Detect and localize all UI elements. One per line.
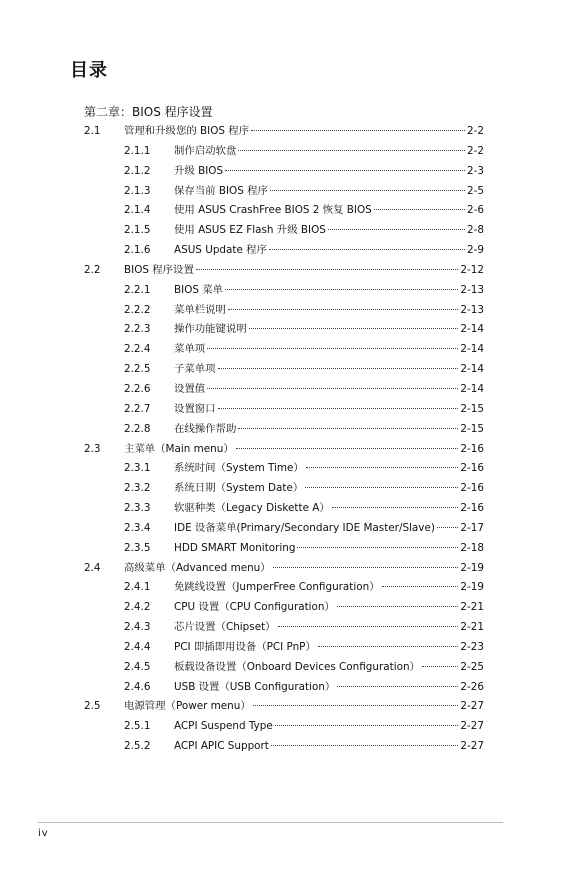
dot-leader [207,388,458,389]
toc-subsection-row[interactable] [0,380,579,400]
toc-entry [174,340,484,360]
toc-entry-title: IDE 设备菜单(Primary/Secondary IDE Master/Slave) [174,521,435,534]
toc-subsection-row[interactable] [0,320,579,340]
toc-entry-number: 2.2.8 [124,422,151,435]
toc-subsection-row[interactable] [0,420,579,440]
toc-entry-title: CPU 设置（CPU Configuration） [174,601,335,614]
toc-entry [174,400,484,420]
toc-entry-title: ACPI Suspend Type [174,720,273,733]
toc-subsection-row[interactable] [0,221,579,241]
toc-entry-number: 2.5.1 [124,720,151,733]
toc-entry-title: ACPI APIC Support [174,740,269,753]
toc-subsection-row[interactable] [0,539,579,559]
toc-entry [174,162,484,182]
toc-entry-title: BIOS 菜单 [174,283,224,296]
dot-leader [337,606,459,607]
toc-entry-number: 2.2.3 [124,323,151,336]
toc-entry-title: 使用 ASUS CrashFree BIOS 2 恢复 BIOS [174,204,372,217]
toc-entry [174,420,484,440]
dot-leader [218,408,459,409]
toc-entry-page: 2-16 [460,502,484,515]
toc-entry-number: 2.2.5 [124,363,151,376]
dot-leader [253,705,459,706]
dot-leader [225,170,465,171]
toc-entry-page: 2-12 [460,263,484,276]
toc-subsection-row[interactable] [0,479,579,499]
toc-entry-page: 2-2 [467,125,484,137]
toc-entry-page: 2-15 [460,422,484,435]
toc-subsection-row[interactable] [0,519,579,539]
toc-entry-title: 免跳线设置（JumperFree Configuration） [174,581,380,594]
toc-entry [174,678,484,698]
dot-leader [238,428,458,429]
toc-subsection-row[interactable] [0,360,579,380]
toc-entry-number: 2.4.3 [124,621,151,634]
dot-leader [305,487,458,488]
toc-entry-page: 2-13 [460,303,484,316]
toc-entry-page: 2-15 [460,402,484,415]
toc-entry-title: 系统时间（System Time） [174,462,304,475]
toc-entry-page: 2-14 [460,343,484,356]
toc-entry [174,598,484,618]
toc-subsection-row[interactable] [0,400,579,420]
toc-entry-title: 制作启动软盘 [174,144,237,157]
toc-entry [174,578,484,598]
toc-entry [174,479,484,499]
toc-entry-number: 2.3.1 [124,462,151,475]
toc-entry-title: 菜单项 [174,343,206,356]
dot-leader [269,249,465,250]
toc-entry-number: 2.2.2 [124,303,151,316]
dot-leader [278,626,459,627]
toc-entry [124,559,484,579]
toc-entry-number: 2.4.2 [124,601,151,614]
toc-entry-title: 电源管理（Power menu） [124,700,251,713]
toc-subsection-row[interactable] [0,638,579,658]
dot-leader [270,190,465,191]
toc-entry [174,658,484,678]
toc-entry [174,717,484,737]
toc-entry-number: 2.1.3 [124,184,151,197]
toc-subsection-row[interactable] [0,459,579,479]
toc-subsection-row[interactable] [0,578,579,598]
toc-entry-number: 2.4.1 [124,581,151,594]
toc-entry-page: 2-19 [460,561,484,574]
toc-entry [174,380,484,400]
toc-entry-title: 使用 ASUS EZ Flash 升级 BIOS [174,224,326,237]
toc-entry [174,499,484,519]
toc-entry-title: PCI 即插即用设备（PCI PnP） [174,640,316,653]
dot-leader [337,686,458,687]
toc-section-row[interactable] [0,697,579,717]
toc-entry [174,241,484,261]
dot-leader [251,130,465,131]
toc-entry-page: 2-13 [460,283,484,296]
toc-entry-title: USB 设置（USB Configuration） [174,680,336,693]
dot-leader [249,328,459,329]
dot-leader [297,547,458,548]
dot-leader [422,666,458,667]
toc-subsection-row[interactable] [0,717,579,737]
toc-entry-page: 2-2 [467,144,484,157]
toc-entry-page: 2-14 [460,323,484,336]
toc-entry-page: 2-21 [460,621,484,634]
dot-leader [332,507,459,508]
toc-entry [174,320,484,340]
toc-entry-title: 保存当前 BIOS 程序 [174,184,268,197]
toc-entry-title: ASUS Update 程序 [174,244,267,257]
toc-entry-page: 2-5 [467,184,484,197]
toc-subsection-row[interactable] [0,340,579,360]
toc-section-row[interactable] [0,559,579,579]
toc-entry [124,122,484,142]
toc-entry [174,459,484,479]
toc-entry-page: 2-3 [467,164,484,177]
footer-page-number: iv [38,828,49,839]
toc-section-row[interactable] [0,261,579,281]
dot-leader [236,448,459,449]
toc-entry-number: 2.1.2 [124,164,151,177]
toc-entry-number: 2.2 [84,263,101,276]
toc-entry [174,360,484,380]
toc-subsection-row[interactable] [0,499,579,519]
toc-entry-page: 2-27 [460,740,484,753]
toc-subsection-row[interactable] [0,678,579,698]
toc-entry [174,519,484,539]
toc-entry-number: 2.1.4 [124,204,151,217]
toc-subsection-row[interactable] [0,737,579,757]
toc-entry-page: 2-21 [460,601,484,614]
toc-subsection-row[interactable] [0,162,579,182]
table-of-contents [0,122,579,757]
toc-entry-title: 设置值 [174,382,206,395]
toc-subsection-row[interactable] [0,201,579,221]
toc-subsection-row[interactable] [0,598,579,618]
dot-leader [225,289,458,290]
chapter-heading: 第二章：BIOS 程序设置 [84,105,213,119]
toc-entry-title: 系统日期（System Date） [174,482,304,495]
toc-entry-number: 2.2.6 [124,382,151,395]
toc-entry-number: 2.3.5 [124,541,151,554]
toc-entry [174,618,484,638]
toc-entry-page: 2-19 [460,581,484,594]
toc-entry [174,301,484,321]
dot-leader [218,368,459,369]
dot-leader [275,725,459,726]
toc-entry-title: 高级菜单（Advanced menu） [124,561,271,574]
toc-entry-title: HDD SMART Monitoring [174,541,296,554]
toc-entry-page: 2-18 [460,541,484,554]
dot-leader [374,209,465,210]
toc-section-row[interactable] [0,440,579,460]
toc-entry-page: 2-17 [460,521,484,534]
toc-entry-number: 2.1.5 [124,224,151,237]
dot-leader [328,229,465,230]
toc-entry-page: 2-9 [467,244,484,257]
toc-entry-title: 芯片设置（Chipset） [174,621,276,634]
toc-entry-number: 2.4.6 [124,680,151,693]
toc-entry-page: 2-27 [460,700,484,713]
toc-subsection-row[interactable] [0,281,579,301]
toc-entry-number: 2.2.4 [124,343,151,356]
dot-leader [196,269,459,270]
toc-subsection-row[interactable] [0,142,579,162]
toc-section-row[interactable] [0,122,579,142]
dot-leader [271,745,459,746]
toc-entry-number: 2.3.2 [124,482,151,495]
toc-entry [124,261,484,281]
toc-subsection-row[interactable] [0,241,579,261]
page-title: 目录 [70,60,108,81]
toc-entry-title: 在线操作帮助 [174,422,237,435]
toc-entry-number: 2.5.2 [124,740,151,753]
toc-entry-page: 2-23 [460,640,484,653]
dot-leader [306,467,459,468]
toc-entry-number: 2.4 [84,561,101,574]
toc-entry [174,638,484,658]
toc-entry-title: 操作功能键说明 [174,323,247,336]
toc-entry-title: 主菜单（Main menu） [124,442,234,455]
toc-entry [174,539,484,559]
toc-entry-title: 板载设备设置（Onboard Devices Configuration） [174,660,420,673]
dot-leader [437,527,459,528]
toc-entry-page: 2-16 [460,442,484,455]
toc-entry-number: 2.3 [84,442,101,455]
toc-entry-page: 2-16 [460,462,484,475]
toc-subsection-row[interactable] [0,658,579,678]
toc-entry-number: 2.3.3 [124,502,151,515]
toc-entry-title: 菜单栏说明 [174,303,226,316]
dot-leader [228,309,458,310]
toc-entry [124,440,484,460]
dot-leader [207,348,458,349]
toc-entry-title: 管理和升级您的 BIOS 程序 [124,125,250,137]
toc-subsection-row[interactable] [0,182,579,202]
toc-entry-page: 2-27 [460,720,484,733]
toc-entry [174,281,484,301]
dot-leader [273,567,459,568]
toc-entry-number: 2.3.4 [124,521,151,534]
toc-entry-page: 2-14 [460,382,484,395]
dot-leader [318,646,459,647]
toc-entry-number: 2.1 [84,125,101,137]
toc-entry-page: 2-6 [467,204,484,217]
toc-entry-number: 2.5 [84,700,101,713]
toc-entry-number: 2.4.5 [124,660,151,673]
dot-leader [238,150,465,151]
toc-entry-page: 2-8 [467,224,484,237]
toc-entry-number: 2.1.6 [124,244,151,257]
toc-entry-title: 子菜单项 [174,363,216,376]
toc-entry-page: 2-26 [460,680,484,693]
toc-entry [174,737,484,757]
toc-entry-number: 2.2.1 [124,283,151,296]
toc-subsection-row[interactable] [0,618,579,638]
footer-rule [38,822,503,823]
toc-entry [174,201,484,221]
toc-entry [174,142,484,162]
toc-entry [174,221,484,241]
toc-entry-page: 2-25 [460,660,484,673]
toc-entry-title: 设置窗口 [174,402,216,415]
toc-entry-page: 2-14 [460,363,484,376]
dot-leader [382,586,459,587]
toc-entry-title: BIOS 程序设置 [124,263,194,276]
toc-entry [124,697,484,717]
toc-entry-title: 软驱种类（Legacy Diskette A） [174,502,330,515]
toc-entry-number: 2.1.1 [124,144,151,157]
toc-entry-number: 2.2.7 [124,402,151,415]
toc-entry-number: 2.4.4 [124,640,151,653]
toc-entry [174,182,484,202]
toc-subsection-row[interactable] [0,301,579,321]
toc-entry-page: 2-16 [460,482,484,495]
toc-entry-title: 升级 BIOS [174,164,224,177]
